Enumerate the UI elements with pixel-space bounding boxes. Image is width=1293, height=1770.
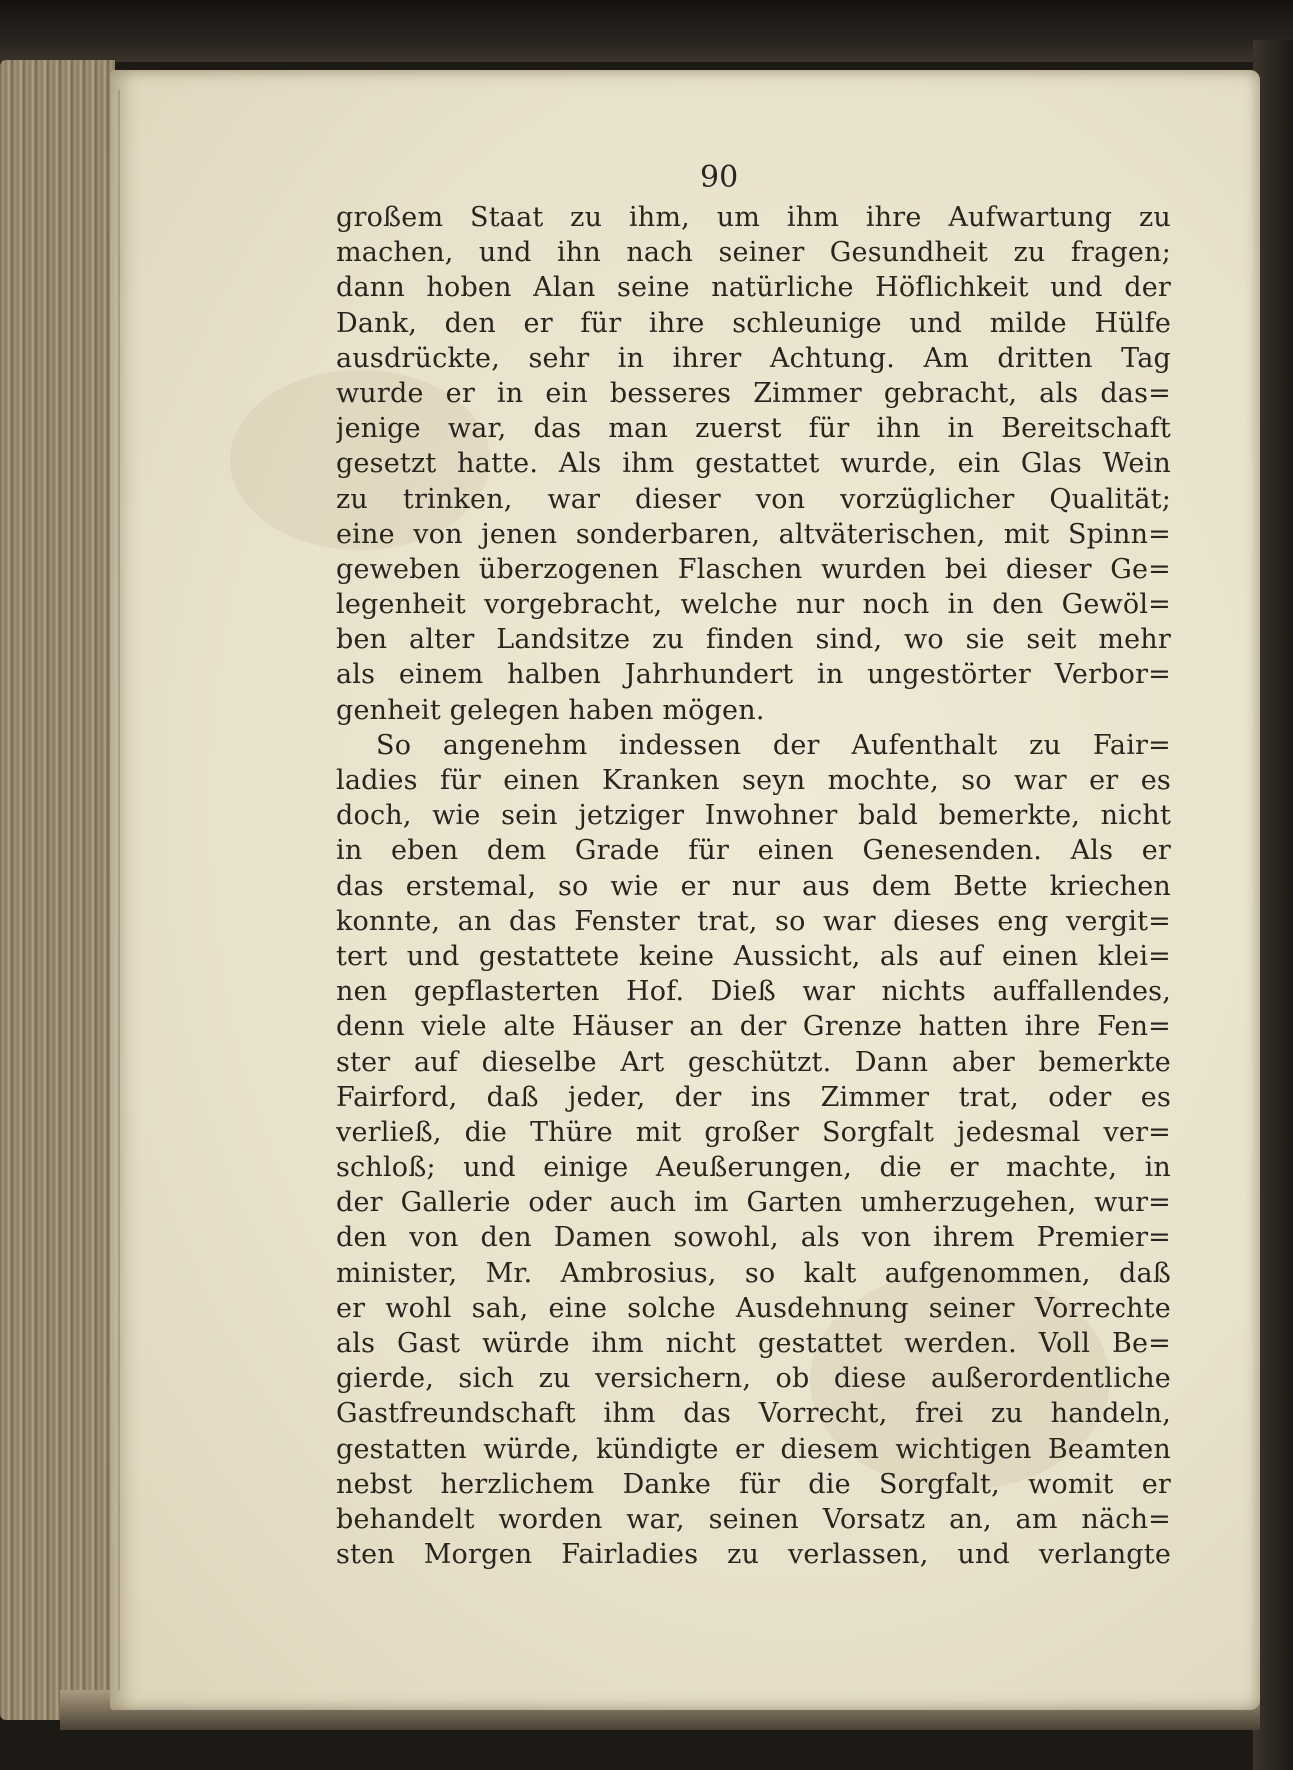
text-line: konnte, an das Fenster trat, so war dieses eng vergit= (336, 905, 1171, 937)
text-line: gesetzt hatte. Als ihm gestattet wurde, ein Glas Wein (336, 448, 1171, 480)
text-line: legenheit vorgebracht, welche nur noch in den Gewöl= (336, 589, 1171, 621)
text-line: ausdrückte, sehr in ihrer Achtung. Am dritten Tag (336, 342, 1171, 374)
page-edges (0, 60, 115, 1720)
text-line: ladies für einen Kranken seyn mochte, so war er es (336, 765, 1171, 796)
text-line: tert und gestattete keine Aussicht, als auf einen klei= (336, 940, 1171, 972)
text-line: Fairford, daß jeder, der ins Zimmer trat, oder es (336, 1081, 1171, 1113)
text-line: geweben überzogenen Flaschen wurden bei dieser Ge= (336, 553, 1171, 585)
text-line: wurde er in ein besseres Zimmer gebracht, als das= (336, 377, 1171, 409)
page-gutter (118, 90, 120, 1690)
text-line: der Gallerie oder auch im Garten umherzugehen, wur= (336, 1187, 1171, 1219)
text-line: Dank, den er für ihre schleunige und milde Hülfe (336, 307, 1171, 339)
text-line: gestatten würde, kündigte er diesem wichtigen Beamten (336, 1433, 1171, 1465)
text-line: ster auf dieselbe Art geschützt. Dann aber bemerkte (336, 1046, 1171, 1078)
page-number: 90 (700, 160, 739, 195)
text-line: sten Morgen Fairladies zu verlassen, und verlangte (336, 1539, 1171, 1571)
text-line: den von den Damen sowohl, als von ihrem Premier= (336, 1222, 1171, 1254)
text-line: machen, und ihn nach seiner Gesundheit zu fragen; (336, 237, 1171, 269)
text-line: in eben dem Grade für einen Genesenden. Als er (336, 835, 1171, 867)
text-line: nebst herzlichem Danke für die Sorgfalt, womit er (336, 1468, 1171, 1500)
book-cover-top (0, 0, 1293, 62)
text-line: genheit gelegen haben mögen. (336, 694, 765, 726)
text-line: als Gast würde ihm nicht gestattet werden. Voll Be= (336, 1328, 1171, 1359)
text-line: denn viele alte Häuser an der Grenze hatten ihre Fen= (336, 1011, 1171, 1043)
text-line: als einem halben Jahrhundert in ungestörter Verbor= (336, 659, 1171, 691)
text-line: doch, wie sein jetziger Inwohner bald bemerkte, nicht (336, 800, 1171, 832)
text-line: verließ, die Thüre mit großer Sorgfalt jedesmal ver= (336, 1116, 1171, 1148)
text-line: er wohl sah, eine solche Ausdehnung seiner Vorrechte (336, 1292, 1171, 1324)
text-line: großem Staat zu ihm, um ihm ihre Aufwartung zu (336, 202, 1171, 233)
text-line: zu trinken, war dieser von vorzüglicher Qualität; (336, 483, 1171, 515)
text-line: jenige war, das man zuerst für ihn in Bereitschaft (336, 413, 1171, 445)
text-line: minister, Mr. Ambrosius, so kalt aufgenommen, daß (336, 1257, 1171, 1289)
text-line: nen gepflasterten Hof. Dieß war nichts auffallendes, (336, 976, 1171, 1008)
text-line: eine von jenen sonderbaren, altväterischen, mit Spinn= (336, 518, 1171, 550)
text-line: das erstemal, so wie er nur aus dem Bette kriechen (336, 870, 1171, 902)
text-line: So angenehm indessen der Aufenthalt zu Fair= (376, 729, 1171, 761)
text-line: behandelt worden war, seinen Vorsatz an, am näch= (336, 1503, 1171, 1535)
text-line: schloß; und einige Aeußerungen, die er machte, in (336, 1152, 1171, 1184)
text-line: ben alter Landsitze zu finden sind, wo sie seit mehr (336, 624, 1171, 656)
text-line: gierde, sich zu versichern, ob diese außerordentliche (336, 1363, 1171, 1395)
text-line: Gastfreundschaft ihm das Vorrecht, frei zu handeln, (336, 1398, 1171, 1430)
body-text (336, 200, 1171, 1572)
text-line: dann hoben Alan seine natürliche Höflichkeit und der (336, 272, 1171, 304)
